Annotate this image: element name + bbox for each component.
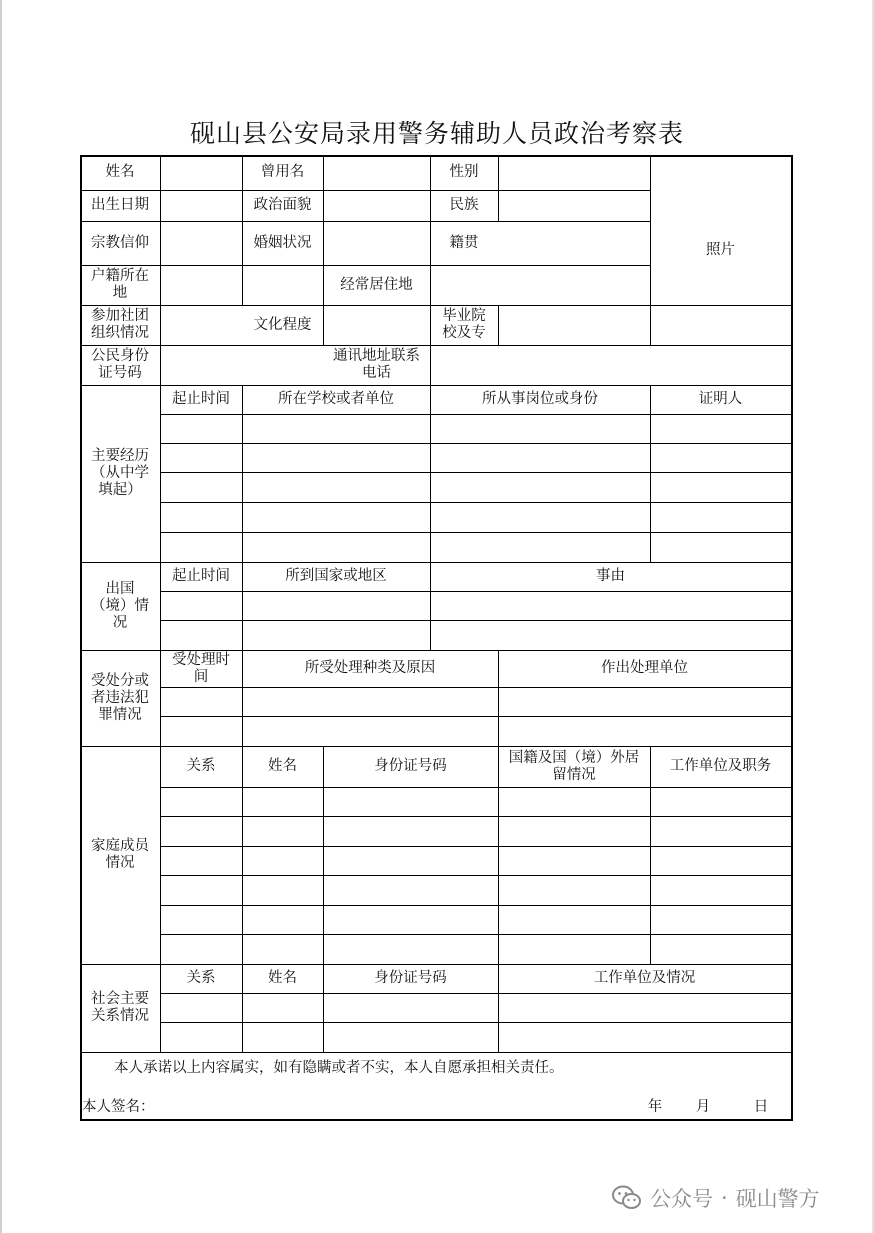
family-row-nationality[interactable] — [500, 936, 649, 963]
experience-row-witness[interactable] — [652, 534, 790, 561]
family-row-relation[interactable] — [162, 936, 241, 963]
experience-row-witness[interactable] — [652, 504, 790, 531]
family-row-name[interactable] — [244, 789, 322, 815]
label-former-name: 曾用名 — [260, 164, 305, 180]
abroad-row-destination[interactable] — [244, 593, 429, 619]
native-place-field[interactable] — [500, 223, 649, 264]
family-row-name[interactable] — [244, 848, 322, 874]
experience-header-school: 所在学校或者单位 — [278, 391, 394, 407]
table-rule — [160, 787, 792, 788]
social-header-employer: 工作单位及情况 — [593, 970, 696, 986]
social-row-name[interactable] — [244, 1024, 322, 1051]
social-row-id[interactable] — [325, 995, 497, 1021]
label-organizations: 参加社团 组织情况 — [91, 308, 149, 341]
penalty-row-authority[interactable] — [500, 718, 790, 745]
photo-box: 照片 — [706, 241, 735, 258]
table-rule — [160, 687, 792, 688]
experience-header-position: 所从事岗位或身份 — [482, 391, 598, 407]
page-title: 砚山县公安局录用警务辅助人员政治考察表 — [189, 119, 684, 148]
penalty-row-reason[interactable] — [244, 689, 497, 715]
label-school-major: 毕业院 校及专 — [442, 308, 486, 341]
table-rule — [160, 443, 792, 444]
ethnicity-field[interactable] — [500, 192, 649, 220]
table-rule — [160, 591, 792, 592]
label-religion: 宗教信仰 — [91, 234, 149, 251]
religion-field[interactable] — [162, 223, 241, 264]
table-rule — [160, 716, 792, 717]
date-day-label: 日 — [753, 1098, 769, 1115]
family-row-relation[interactable] — [162, 789, 241, 815]
family-row-employer[interactable] — [652, 877, 790, 904]
label-marital-status: 婚姻状况 — [253, 234, 312, 251]
abroad-row-period[interactable] — [162, 622, 241, 649]
label-contact: 通讯地址联系 电话 — [333, 348, 420, 381]
name-field[interactable] — [162, 157, 241, 189]
experience-row-position[interactable] — [432, 445, 649, 471]
id-number-field[interactable] — [162, 347, 322, 384]
label-native-place: 籍贯 — [449, 234, 479, 251]
family-row-nationality[interactable] — [500, 848, 649, 874]
family-row-relation[interactable] — [162, 818, 241, 845]
family-row-id[interactable] — [325, 818, 497, 845]
wechat-icon — [612, 1185, 642, 1211]
table-rule — [160, 934, 792, 935]
household-registration-field[interactable] — [162, 267, 322, 304]
table-rule — [791, 155, 793, 1120]
penalty-header-authority: 作出处理单位 — [601, 660, 688, 676]
family-row-name[interactable] — [244, 818, 322, 845]
declaration-statement: 本人承诺以上内容属实，如有隐瞒或者不实，本人自愿承担相关责任。 — [114, 1059, 564, 1076]
table-rule — [160, 472, 792, 473]
table-rule — [498, 155, 499, 222]
table-rule — [160, 1022, 792, 1023]
table-rule — [160, 846, 792, 847]
abroad-header-reason: 事由 — [596, 568, 625, 584]
family-row-nationality[interactable] — [500, 818, 649, 845]
label-name: 姓名 — [105, 164, 135, 180]
label-gender: 性别 — [449, 164, 479, 180]
social-row-relation[interactable] — [162, 995, 241, 1021]
gender-field[interactable] — [500, 157, 649, 189]
experience-row-position[interactable] — [432, 474, 649, 501]
abroad-row-period[interactable] — [162, 593, 241, 619]
table-rule — [498, 305, 499, 346]
family-section-label: 家庭成员 情况 — [91, 838, 149, 871]
experience-row-period[interactable] — [162, 445, 241, 471]
table-rule — [160, 502, 792, 503]
family-row-employer[interactable] — [652, 936, 790, 963]
family-row-id[interactable] — [325, 936, 497, 963]
social-section-label: 社会主要 关系情况 — [91, 991, 149, 1024]
family-row-id[interactable] — [325, 907, 497, 933]
penalty-row-time[interactable] — [162, 718, 241, 745]
date-month-label: 月 — [695, 1098, 711, 1115]
penalty-row-authority[interactable] — [500, 689, 790, 715]
label-birth-date: 出生日期 — [91, 197, 149, 213]
social-row-relation[interactable] — [162, 1024, 241, 1051]
residence-field[interactable] — [432, 267, 649, 304]
signature-label: 本人签名： — [82, 1098, 155, 1115]
label-ethnicity: 民族 — [449, 197, 479, 213]
experience-row-school[interactable] — [244, 534, 429, 561]
contact-field[interactable] — [432, 347, 790, 384]
table-rule — [80, 1119, 793, 1121]
experience-row-period[interactable] — [162, 534, 241, 561]
birth-date-field[interactable] — [162, 192, 241, 220]
penalty-row-time[interactable] — [162, 689, 241, 715]
experience-row-period[interactable] — [162, 474, 241, 501]
table-rule — [160, 532, 792, 533]
abroad-header-period: 起止时间 — [172, 568, 230, 584]
former-name-field[interactable] — [325, 157, 429, 189]
family-row-relation[interactable] — [162, 877, 241, 904]
family-row-name[interactable] — [244, 936, 322, 963]
abroad-row-destination[interactable] — [244, 622, 429, 649]
table-rule — [160, 155, 161, 386]
table-rule — [160, 620, 792, 621]
experience-row-school[interactable] — [244, 504, 429, 531]
signature-field[interactable] — [172, 1094, 619, 1117]
social-header-name: 姓名 — [268, 970, 297, 986]
family-row-name[interactable] — [244, 877, 322, 904]
table-rule — [160, 993, 792, 994]
family-row-employer[interactable] — [652, 818, 790, 845]
label-household-registration: 户籍所在 地 — [91, 268, 149, 301]
watermark-prefix: 公众号 — [650, 1187, 713, 1211]
experience-row-position[interactable] — [432, 504, 649, 531]
table-rule — [160, 414, 792, 415]
table-rule — [80, 345, 792, 346]
experience-row-school[interactable] — [244, 474, 429, 501]
family-row-id[interactable] — [325, 877, 497, 904]
penalty-header-time: 受处理时 间 — [172, 651, 230, 685]
abroad-row-reason[interactable] — [432, 622, 790, 649]
table-rule — [160, 905, 792, 906]
social-row-name[interactable] — [244, 995, 322, 1021]
family-header-relation: 关系 — [186, 758, 216, 774]
label-education: 文化程度 — [253, 316, 312, 333]
experience-row-position[interactable] — [432, 416, 649, 442]
label-id-number: 公民身份 证号码 — [91, 348, 149, 381]
table-rule — [80, 1052, 792, 1053]
family-row-employer[interactable] — [652, 789, 790, 815]
social-header-relation: 关系 — [186, 970, 216, 986]
table-rule — [80, 221, 651, 222]
label-political-status: 政治面貌 — [253, 197, 312, 213]
family-header-id: 身份证号码 — [374, 758, 447, 774]
family-row-id[interactable] — [325, 789, 497, 815]
watermark-separator: · — [721, 1186, 728, 1210]
table-rule — [160, 816, 792, 817]
family-row-employer[interactable] — [652, 848, 790, 874]
penalty-section-label: 受处分或 者违法犯 罪情况 — [91, 672, 149, 723]
family-header-name: 姓名 — [268, 758, 297, 774]
family-row-id[interactable] — [325, 848, 497, 874]
experience-row-school[interactable] — [244, 416, 429, 442]
experience-row-school[interactable] — [244, 445, 429, 471]
family-row-name[interactable] — [244, 907, 322, 933]
table-rule — [160, 875, 792, 876]
date-year-label: 年 — [647, 1098, 663, 1115]
experience-header-period: 起止时间 — [172, 391, 230, 407]
social-row-employer[interactable] — [500, 1024, 790, 1051]
organizations-field[interactable] — [162, 307, 241, 344]
experience-row-position[interactable] — [432, 534, 649, 561]
abroad-header-destination: 所到国家或地区 — [285, 568, 387, 584]
social-row-employer[interactable] — [500, 995, 790, 1021]
abroad-section-label: 出国 （境）情 况 — [91, 580, 149, 631]
experience-row-witness[interactable] — [652, 416, 790, 442]
experience-row-witness[interactable] — [652, 445, 790, 471]
family-row-relation[interactable] — [162, 848, 241, 874]
family-row-nationality[interactable] — [500, 789, 649, 815]
family-header-employer: 工作单位及职务 — [669, 758, 772, 774]
family-row-employer[interactable] — [652, 907, 790, 933]
political-status-field[interactable] — [325, 192, 429, 220]
experience-header-witness: 证明人 — [698, 391, 743, 407]
penalty-header-reason: 所受处理种类及原因 — [304, 660, 436, 676]
experience-row-period[interactable] — [162, 416, 241, 442]
social-row-id[interactable] — [325, 1024, 497, 1051]
experience-section-label: 主要经历 （从中学 填起） — [91, 448, 149, 498]
experience-row-witness[interactable] — [652, 474, 790, 501]
table-rule — [323, 155, 324, 346]
family-row-relation[interactable] — [162, 907, 241, 933]
watermark — [612, 1180, 820, 1216]
family-row-nationality[interactable] — [500, 877, 649, 904]
family-header-nationality: 国籍及国（境）外居 留情况 — [508, 749, 640, 783]
experience-row-period[interactable] — [162, 504, 241, 531]
education-field[interactable] — [325, 307, 429, 344]
abroad-row-reason[interactable] — [432, 593, 790, 619]
marital-status-field[interactable] — [325, 223, 429, 264]
school-major-field[interactable] — [500, 307, 649, 344]
penalty-row-reason[interactable] — [244, 718, 497, 745]
family-row-nationality[interactable] — [500, 907, 649, 933]
label-residence: 经常居住地 — [340, 276, 413, 293]
social-header-id: 身份证号码 — [374, 970, 447, 986]
watermark-account: 砚山警方 — [735, 1187, 820, 1211]
table-rule — [80, 190, 651, 191]
